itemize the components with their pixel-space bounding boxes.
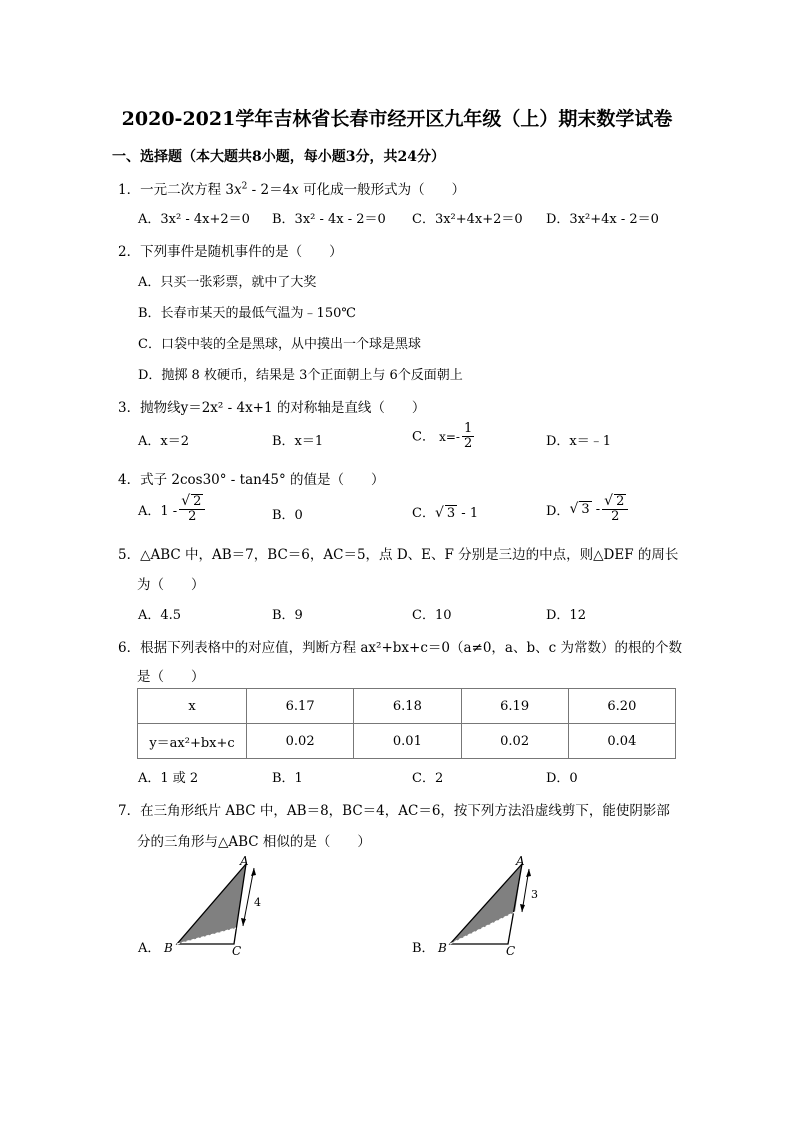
question-1-option-b: B．3x² - 4x - 2＝0: [272, 212, 386, 227]
table-cell: 0.02: [247, 724, 354, 759]
question-3-option-a: A．x＝2: [138, 434, 189, 449]
table-cell: 0.04: [568, 724, 675, 759]
question-7-line-2: 分的三角形与△ABC 相似的是（ ）: [137, 834, 371, 850]
option-label: B．: [412, 941, 435, 956]
table-cell: 6.18: [354, 689, 461, 724]
question-4-option-c: C．√ 3 - 1: [412, 505, 479, 521]
question-4-option-a: A．1 - $\frac{√ 2}{2}$: [138, 494, 207, 525]
question-4-stem: 4．式子 2cos30° - tan45° 的值是（ ）: [118, 472, 385, 488]
vertex-label-a: A: [516, 854, 525, 868]
vertex-label-b: B: [164, 941, 173, 955]
question-5-option-b: B．9: [272, 608, 303, 623]
question-6-option-a: A．1 或 2: [138, 771, 199, 786]
question-5-option-d: D．12: [546, 608, 586, 623]
vertex-label-a: A: [240, 854, 249, 868]
table-row: [138, 689, 676, 724]
question-6-option-c: C．2: [412, 771, 444, 786]
arrow-head: [241, 918, 246, 926]
table-row: [138, 724, 676, 759]
question-3-option-d: D．x＝﹣1: [546, 434, 612, 449]
section-heading: 一、选择题（本大题共8小题，每小题3分，共24分）: [112, 149, 445, 165]
question-3-option-c: C． x=- $\frac{1}{2}$: [412, 421, 473, 452]
option-label: A．: [138, 941, 161, 956]
question-3-option-b: B．x＝1: [272, 434, 324, 449]
table-cell: x: [138, 689, 247, 724]
arrow-head: [520, 904, 525, 912]
question-5-line-2: 为（ ）: [137, 577, 205, 593]
question-4-option-b: B．0: [272, 508, 303, 523]
question-2-stem: 2．下列事件是随机事件的是（ ）: [118, 244, 343, 260]
question-2-option-d: D．抛掷 8 枚硬币，结果是 3个正面朝上与 6个反面朝上: [138, 368, 463, 383]
figure-option-b: [404, 852, 554, 962]
question-6-option-d: D．0: [546, 771, 578, 786]
table-cell: 0.01: [354, 724, 461, 759]
table-cell: 6.20: [568, 689, 675, 724]
vertex-label-c: C: [506, 944, 516, 958]
table-cell: 0.02: [461, 724, 568, 759]
question-2-option-b: B．长春市某天的最低气温为﹣150℃: [138, 306, 356, 321]
vertex-label-b: B: [438, 941, 447, 955]
figure-option-a: [130, 852, 280, 962]
question-1-option-c: C．3x²+4x+2＝0: [412, 212, 523, 227]
length-label: 3: [531, 888, 538, 901]
table-cell: 6.17: [247, 689, 354, 724]
question-6-line-2: 是（ ）: [137, 669, 205, 685]
question-6-option-b: B．1: [272, 771, 303, 786]
table-cell: y＝ax²+bx+c: [138, 724, 247, 759]
question-4-option-d: D．√ 3 - $\frac{√ 2}{2}$: [546, 494, 630, 525]
question-2-option-c: C．口袋中装的全是黑球，从中摸出一个球是黑球: [138, 337, 421, 352]
question-6-line-1: 6．根据下列表格中的对应值，判断方程 ax²+bx+c＝0（a≠0，a、b、c 为常数）的根的个数: [118, 640, 682, 656]
page-title: 2020-2021学年吉林省长春市经开区九年级（上）期末数学试卷: [121, 108, 673, 130]
value-table: [137, 688, 676, 759]
question-1-option-a: A．3x² - 4x+2＝0: [138, 212, 250, 227]
length-label: 4: [254, 896, 261, 909]
question-1-stem: 1．一元二次方程 $3x^2 - 2=4x$ 可化成一般形式为（ ）: [118, 181, 466, 198]
question-7-line-1: 7．在三角形纸片 ABC 中，AB＝8，BC＝4，AC＝6，按下列方法沿虚线剪下，能使阴影部: [118, 803, 670, 819]
question-2-option-a: A．只买一张彩票，就中了大奖: [138, 275, 317, 290]
question-5-line-1: 5．△ABC 中，AB＝7，BC＝6，AC＝5，点 D、E、F 分别是三边的中点，则△DEF 的周长: [118, 547, 679, 563]
question-3-stem: 3．抛物线y＝2x² - 4x+1 的对称轴是直线（ ）: [118, 400, 426, 416]
table-cell: 6.19: [461, 689, 568, 724]
question-5-option-a: A．4.5: [138, 608, 182, 623]
question-1-option-d: D．3x²+4x - 2＝0: [546, 212, 659, 227]
vertex-label-c: C: [232, 944, 242, 958]
question-5-option-c: C．10: [412, 608, 452, 623]
